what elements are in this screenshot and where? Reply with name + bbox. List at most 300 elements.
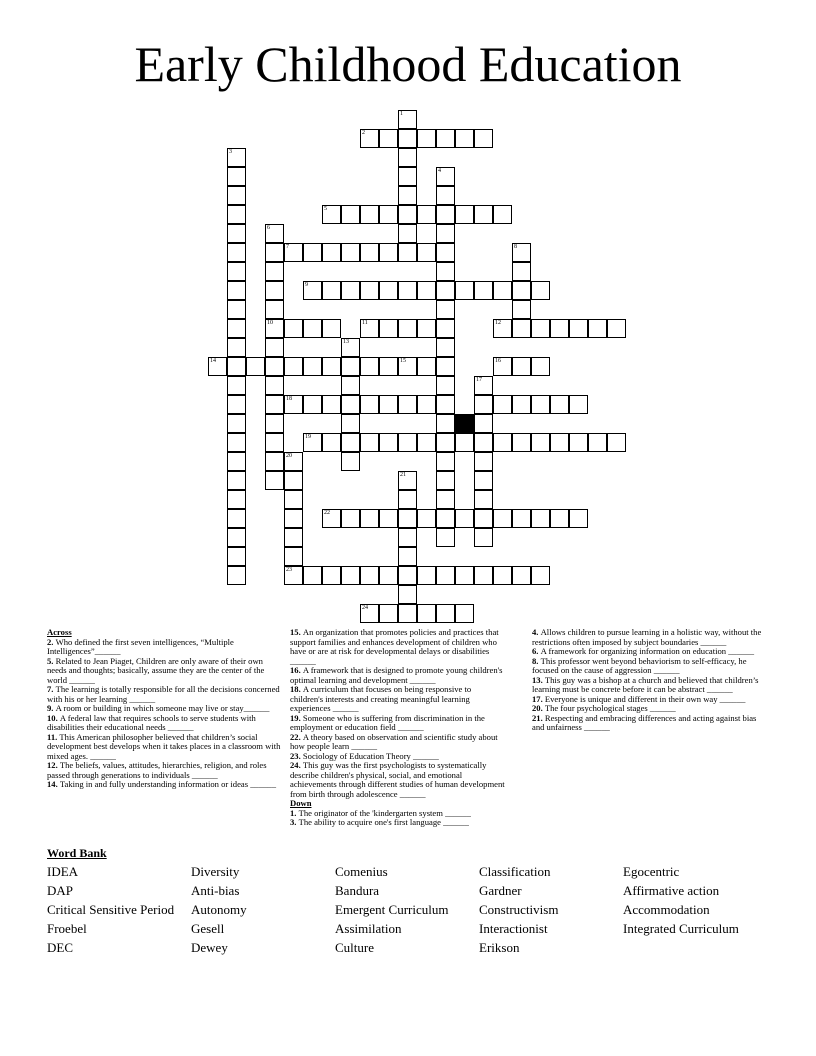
clue-number: 14 bbox=[210, 358, 216, 364]
grid-cell[interactable] bbox=[284, 452, 303, 471]
word-bank-item: Constructivism bbox=[479, 902, 559, 917]
clue-number: 22. bbox=[290, 731, 303, 742]
grid-cell[interactable] bbox=[379, 281, 398, 300]
grid-cell[interactable] bbox=[360, 604, 379, 623]
grid-cell[interactable] bbox=[265, 262, 284, 281]
grid-cell[interactable] bbox=[341, 281, 360, 300]
grid-cell[interactable] bbox=[512, 509, 531, 528]
grid-cell[interactable] bbox=[474, 414, 493, 433]
grid-cell[interactable] bbox=[341, 338, 360, 357]
grid-cell[interactable] bbox=[455, 509, 474, 528]
grid-cell[interactable] bbox=[398, 224, 417, 243]
clue-number: 4. bbox=[532, 627, 541, 637]
word-bank-item: Critical Sensitive Period bbox=[47, 902, 175, 917]
grid-cell[interactable] bbox=[265, 319, 284, 338]
grid-cell[interactable] bbox=[398, 319, 417, 338]
grid-cell[interactable] bbox=[322, 395, 341, 414]
grid-cell[interactable] bbox=[227, 262, 246, 281]
grid-cell[interactable] bbox=[474, 528, 493, 547]
grid-cell[interactable] bbox=[360, 243, 379, 262]
grid-cell[interactable] bbox=[493, 566, 512, 585]
clue bbox=[290, 818, 505, 828]
grid-cell[interactable] bbox=[341, 376, 360, 395]
grid-cell[interactable] bbox=[398, 357, 417, 376]
grid-cell[interactable] bbox=[436, 490, 455, 509]
grid-cell[interactable] bbox=[303, 319, 322, 338]
grid-cell[interactable] bbox=[227, 205, 246, 224]
grid-cell[interactable] bbox=[436, 243, 455, 262]
clue-number: 15 bbox=[400, 358, 406, 364]
grid-cell[interactable] bbox=[208, 357, 227, 376]
grid-cell[interactable] bbox=[417, 566, 436, 585]
clue-number: 13 bbox=[343, 339, 349, 345]
grid-cell[interactable] bbox=[493, 205, 512, 224]
clue-text: Allows children to pursue learning in a holistic way, without the restrictions often imposed by subject boundaries ______ bbox=[532, 627, 762, 647]
grid-cell[interactable] bbox=[493, 319, 512, 338]
grid-cell[interactable] bbox=[436, 509, 455, 528]
grid-cell[interactable] bbox=[550, 319, 569, 338]
clues-column-1 bbox=[47, 628, 282, 790]
grid-cell[interactable] bbox=[360, 319, 379, 338]
grid-cell[interactable] bbox=[341, 433, 360, 452]
clue-number: 22 bbox=[324, 510, 330, 516]
grid-cell[interactable] bbox=[227, 376, 246, 395]
clue-number: 20. bbox=[532, 703, 545, 713]
grid-cell[interactable] bbox=[379, 395, 398, 414]
grid-cell[interactable] bbox=[379, 433, 398, 452]
grid-cell[interactable] bbox=[284, 490, 303, 509]
clue bbox=[290, 628, 505, 666]
grid-cell[interactable] bbox=[341, 357, 360, 376]
clue-number: 6. bbox=[532, 646, 541, 656]
grid-cell[interactable] bbox=[531, 509, 550, 528]
grid-cell[interactable] bbox=[474, 129, 493, 148]
grid-cell[interactable] bbox=[284, 357, 303, 376]
clue bbox=[290, 714, 505, 733]
grid-cell[interactable] bbox=[474, 490, 493, 509]
clue-number: 10. bbox=[47, 712, 60, 723]
grid-cell[interactable] bbox=[398, 186, 417, 205]
grid-cell[interactable] bbox=[512, 319, 531, 338]
grid-cell[interactable] bbox=[303, 281, 322, 300]
clue bbox=[290, 761, 505, 799]
grid-cell[interactable] bbox=[265, 376, 284, 395]
word-bank-item: Integrated Curriculum bbox=[623, 921, 739, 936]
clue-text: The learning is totally responsible for all the decisions concerned with his or her learning ______ bbox=[47, 684, 280, 704]
grid-cell[interactable] bbox=[474, 205, 493, 224]
grid-cell[interactable] bbox=[341, 414, 360, 433]
clue bbox=[47, 685, 282, 704]
grid-cell[interactable] bbox=[455, 566, 474, 585]
clue-number: 17 bbox=[476, 377, 482, 383]
grid-cell[interactable] bbox=[227, 414, 246, 433]
clue-number: 11 bbox=[362, 320, 368, 326]
clue-number: 16. bbox=[290, 665, 303, 675]
word-bank-item: Interactionist bbox=[479, 921, 548, 936]
grid-cell[interactable] bbox=[436, 224, 455, 243]
grid-cell[interactable] bbox=[265, 452, 284, 471]
grid-cell[interactable] bbox=[303, 357, 322, 376]
grid-cell[interactable] bbox=[436, 186, 455, 205]
grid-cell[interactable] bbox=[246, 357, 265, 376]
grid-cell[interactable] bbox=[531, 433, 550, 452]
grid-cell[interactable] bbox=[284, 471, 303, 490]
clue bbox=[290, 666, 505, 685]
grid-cell[interactable] bbox=[265, 433, 284, 452]
grid-cell[interactable] bbox=[360, 281, 379, 300]
grid-cell[interactable] bbox=[227, 452, 246, 471]
grid-cell[interactable] bbox=[531, 281, 550, 300]
word-bank-item: Anti-bias bbox=[191, 883, 240, 898]
grid-cell[interactable] bbox=[417, 433, 436, 452]
grid-cell[interactable] bbox=[512, 281, 531, 300]
grid-cell[interactable] bbox=[417, 205, 436, 224]
clue-number: 7 bbox=[286, 244, 289, 250]
grid-cell[interactable] bbox=[607, 433, 626, 452]
grid-cell[interactable] bbox=[455, 205, 474, 224]
clue-text: A room or building in which someone may live or stay______ bbox=[55, 703, 270, 713]
grid-cell[interactable] bbox=[227, 338, 246, 357]
grid-cell[interactable] bbox=[569, 509, 588, 528]
clue-text: Taking in and fully understanding information or ideas ______ bbox=[59, 779, 277, 789]
grid-cell[interactable] bbox=[379, 509, 398, 528]
grid-cell[interactable] bbox=[379, 357, 398, 376]
grid-cell[interactable] bbox=[322, 509, 341, 528]
grid-cell[interactable] bbox=[550, 433, 569, 452]
grid-cell[interactable] bbox=[398, 585, 417, 604]
grid-cell[interactable] bbox=[227, 243, 246, 262]
grid-cell[interactable] bbox=[227, 433, 246, 452]
grid-cell[interactable] bbox=[493, 281, 512, 300]
grid-cell[interactable] bbox=[493, 395, 512, 414]
clue-number: 12. bbox=[47, 760, 60, 770]
word-bank-item: Emergent Curriculum bbox=[335, 902, 449, 917]
grid-cell[interactable] bbox=[360, 395, 379, 414]
word-bank-item: Accommodation bbox=[623, 902, 710, 917]
grid-cell[interactable] bbox=[265, 414, 284, 433]
clue-number: 8 bbox=[514, 244, 517, 250]
clue-text: A framework for organizing information on education ______ bbox=[540, 646, 755, 656]
clue-text: A curriculum that focuses on being responsive to children's interests and creating meaningful learning experiences ______ bbox=[290, 684, 472, 713]
grid-cell[interactable] bbox=[417, 509, 436, 528]
grid-cell[interactable] bbox=[436, 281, 455, 300]
grid-cell[interactable] bbox=[436, 471, 455, 490]
clue-number: 21. bbox=[532, 712, 545, 723]
clue-number: 13. bbox=[532, 674, 545, 685]
grid-cell[interactable] bbox=[436, 129, 455, 148]
clue-number: 1 bbox=[400, 111, 403, 117]
grid-cell[interactable] bbox=[284, 528, 303, 547]
clue-number: 20 bbox=[286, 453, 292, 459]
grid-cell[interactable] bbox=[436, 300, 455, 319]
clue-number: 16 bbox=[495, 358, 501, 364]
clue-number: 18. bbox=[290, 684, 303, 694]
grid-cell[interactable] bbox=[227, 547, 246, 566]
clue-number: 9 bbox=[305, 282, 308, 288]
grid-cell[interactable] bbox=[550, 395, 569, 414]
clue bbox=[47, 780, 282, 790]
clue-number: 2. bbox=[47, 636, 56, 647]
grid-cell[interactable] bbox=[265, 281, 284, 300]
grid-cell[interactable] bbox=[322, 281, 341, 300]
grid-cell[interactable] bbox=[360, 129, 379, 148]
clue-number: 24. bbox=[290, 760, 303, 770]
clue-number: 9. bbox=[47, 703, 56, 713]
clue-number: 17. bbox=[532, 693, 545, 704]
grid-cell[interactable] bbox=[417, 604, 436, 623]
clue bbox=[47, 761, 282, 780]
grid-cell[interactable] bbox=[417, 281, 436, 300]
grid-cell[interactable] bbox=[455, 433, 474, 452]
clue-text: A framework that is designed to promote young children's optimal learning and development ______ bbox=[290, 665, 503, 685]
grid-cell[interactable] bbox=[398, 167, 417, 186]
grid-cell[interactable] bbox=[360, 566, 379, 585]
grid-cell[interactable] bbox=[227, 281, 246, 300]
grid-cell[interactable] bbox=[550, 509, 569, 528]
grid-cell[interactable] bbox=[398, 528, 417, 547]
clue-text: A theory based on observation and scientific study about how people learn ______ bbox=[290, 731, 498, 751]
grid-cell[interactable] bbox=[436, 338, 455, 357]
grid-cell[interactable] bbox=[512, 395, 531, 414]
grid-cell[interactable] bbox=[227, 509, 246, 528]
clue-text: The four psychological stages ______ bbox=[544, 703, 676, 713]
down-clue-list-continued bbox=[532, 628, 768, 733]
grid-cell[interactable] bbox=[417, 129, 436, 148]
clue bbox=[47, 638, 282, 657]
clue-text: Related to Jean Piaget, Children are only aware of their own needs and thoughts; basically, assume they are the center of the world ______ bbox=[47, 655, 265, 685]
grid-cell[interactable] bbox=[341, 395, 360, 414]
grid-cell[interactable] bbox=[322, 243, 341, 262]
grid-cell[interactable] bbox=[436, 433, 455, 452]
grid-cell[interactable] bbox=[303, 433, 322, 452]
grid-cell[interactable] bbox=[436, 566, 455, 585]
grid-cell[interactable] bbox=[284, 319, 303, 338]
grid-cell[interactable] bbox=[436, 319, 455, 338]
grid-cell[interactable] bbox=[531, 566, 550, 585]
word-bank-item: Gardner bbox=[479, 883, 522, 898]
word-bank-item: Autonomy bbox=[191, 902, 247, 917]
clue-text: This professor went beyond behaviorism to self-efficacy, he focused on the cause of aggression ______ bbox=[532, 655, 747, 675]
grid-cell[interactable] bbox=[474, 566, 493, 585]
word-bank-title: Word Bank bbox=[47, 846, 107, 860]
grid-cell[interactable] bbox=[436, 528, 455, 547]
grid-cell[interactable] bbox=[436, 376, 455, 395]
grid-cell[interactable] bbox=[265, 300, 284, 319]
grid-cell[interactable] bbox=[322, 433, 341, 452]
grid-cell[interactable] bbox=[474, 281, 493, 300]
grid-cell[interactable] bbox=[398, 471, 417, 490]
grid-cell[interactable] bbox=[436, 262, 455, 281]
grid-cell[interactable] bbox=[341, 243, 360, 262]
grid-cell[interactable] bbox=[398, 509, 417, 528]
grid-cell[interactable] bbox=[360, 357, 379, 376]
grid-cell[interactable] bbox=[436, 604, 455, 623]
clue-number: 8. bbox=[532, 655, 541, 666]
grid-cell[interactable] bbox=[417, 243, 436, 262]
grid-cell[interactable] bbox=[379, 319, 398, 338]
grid-cell[interactable] bbox=[474, 509, 493, 528]
grid-cell[interactable] bbox=[474, 376, 493, 395]
grid-cell[interactable] bbox=[265, 471, 284, 490]
grid-cell[interactable] bbox=[265, 243, 284, 262]
grid-cell[interactable] bbox=[265, 395, 284, 414]
grid-cell[interactable] bbox=[322, 566, 341, 585]
grid-cell[interactable] bbox=[227, 490, 246, 509]
grid-cell[interactable] bbox=[227, 319, 246, 338]
grid-cell[interactable] bbox=[398, 281, 417, 300]
grid-cell[interactable] bbox=[398, 243, 417, 262]
word-bank-item: Diversity bbox=[191, 864, 240, 879]
grid-cell[interactable] bbox=[474, 433, 493, 452]
grid-cell[interactable] bbox=[379, 129, 398, 148]
clue-number: 19 bbox=[305, 434, 311, 440]
clue-number: 5 bbox=[324, 206, 327, 212]
grid-cell[interactable] bbox=[322, 205, 341, 224]
grid-cell[interactable] bbox=[398, 129, 417, 148]
grid-cell[interactable] bbox=[379, 243, 398, 262]
grid-cell[interactable] bbox=[436, 452, 455, 471]
grid-cell[interactable] bbox=[398, 148, 417, 167]
grid-cell[interactable] bbox=[379, 566, 398, 585]
word-bank-item: IDEA bbox=[47, 864, 79, 879]
grid-cell[interactable] bbox=[512, 357, 531, 376]
grid-cell[interactable] bbox=[398, 110, 417, 129]
grid-cell[interactable] bbox=[493, 433, 512, 452]
grid-cell[interactable] bbox=[227, 300, 246, 319]
grid-cell[interactable] bbox=[227, 357, 246, 376]
grid-cell[interactable] bbox=[227, 566, 246, 585]
word-bank-item: Affirmative action bbox=[623, 883, 720, 898]
word-bank-item: Assimilation bbox=[335, 921, 402, 936]
grid-cell[interactable] bbox=[588, 433, 607, 452]
clue-text: An organization that promotes policies and practices that support families and enhances development of children who have or are at risk for developmental delays or disabilities ______ bbox=[290, 627, 499, 666]
clue bbox=[47, 714, 282, 733]
clue-number: 7. bbox=[47, 684, 56, 694]
grid-cell[interactable] bbox=[455, 281, 474, 300]
grid-cell[interactable] bbox=[284, 395, 303, 414]
grid-cell[interactable] bbox=[322, 357, 341, 376]
grid-cell[interactable] bbox=[474, 471, 493, 490]
grid-cell[interactable] bbox=[398, 205, 417, 224]
grid-cell[interactable] bbox=[398, 566, 417, 585]
black-cell bbox=[455, 414, 474, 433]
grid-cell[interactable] bbox=[303, 243, 322, 262]
word-bank bbox=[47, 862, 777, 957]
grid-cell[interactable] bbox=[341, 205, 360, 224]
grid-cell[interactable] bbox=[531, 357, 550, 376]
grid-cell[interactable] bbox=[588, 319, 607, 338]
grid-cell[interactable] bbox=[341, 452, 360, 471]
clue bbox=[532, 676, 768, 695]
grid-cell[interactable] bbox=[531, 395, 550, 414]
grid-cell[interactable] bbox=[303, 395, 322, 414]
grid-cell[interactable] bbox=[512, 566, 531, 585]
grid-cell[interactable] bbox=[360, 509, 379, 528]
grid-cell[interactable] bbox=[493, 509, 512, 528]
grid-cell[interactable] bbox=[607, 319, 626, 338]
grid-cell[interactable] bbox=[227, 395, 246, 414]
grid-cell[interactable] bbox=[569, 395, 588, 414]
clue-text: A federal law that requires schools to serve students with disabilities their educational needs ______ bbox=[47, 712, 256, 732]
clue bbox=[532, 628, 768, 647]
grid-cell[interactable] bbox=[512, 300, 531, 319]
clue-number: 10 bbox=[267, 320, 273, 326]
grid-cell[interactable] bbox=[265, 224, 284, 243]
grid-cell[interactable] bbox=[455, 604, 474, 623]
grid-cell[interactable] bbox=[474, 395, 493, 414]
grid-cell[interactable] bbox=[398, 547, 417, 566]
grid-cell[interactable] bbox=[436, 357, 455, 376]
grid-cell[interactable] bbox=[360, 205, 379, 224]
clue-number: 5. bbox=[47, 655, 56, 666]
grid-cell[interactable] bbox=[227, 148, 246, 167]
grid-cell[interactable] bbox=[303, 566, 322, 585]
grid-cell[interactable] bbox=[379, 205, 398, 224]
clue-number: 19. bbox=[290, 712, 303, 723]
grid-cell[interactable] bbox=[284, 509, 303, 528]
grid-cell[interactable] bbox=[341, 509, 360, 528]
clue-text: The beliefs, values, attitudes, hierarchies, religion, and roles passed through generations to individuals ______ bbox=[47, 760, 267, 780]
grid-cell[interactable] bbox=[512, 262, 531, 281]
grid-cell[interactable] bbox=[341, 566, 360, 585]
clue-number: 14. bbox=[47, 779, 60, 789]
grid-cell[interactable] bbox=[398, 395, 417, 414]
clue bbox=[532, 657, 768, 676]
grid-cell[interactable] bbox=[227, 186, 246, 205]
grid-cell[interactable] bbox=[227, 471, 246, 490]
grid-cell[interactable] bbox=[227, 528, 246, 547]
grid-cell[interactable] bbox=[379, 604, 398, 623]
grid-cell[interactable] bbox=[265, 338, 284, 357]
grid-cell[interactable] bbox=[398, 604, 417, 623]
clue-text: Sociology of Education Theory ______ bbox=[302, 750, 439, 761]
grid-cell[interactable] bbox=[322, 319, 341, 338]
clue-number: 3. bbox=[290, 817, 299, 827]
grid-cell[interactable] bbox=[436, 414, 455, 433]
grid-cell[interactable] bbox=[436, 167, 455, 186]
grid-cell[interactable] bbox=[436, 395, 455, 414]
grid-cell[interactable] bbox=[417, 357, 436, 376]
grid-cell[interactable] bbox=[398, 490, 417, 509]
grid-cell[interactable] bbox=[360, 433, 379, 452]
word-bank-item: Bandura bbox=[335, 883, 380, 898]
clues-column-3 bbox=[532, 628, 768, 733]
grid-cell[interactable] bbox=[227, 167, 246, 186]
clue bbox=[290, 685, 505, 714]
grid-cell[interactable] bbox=[417, 395, 436, 414]
grid-cell[interactable] bbox=[569, 433, 588, 452]
clue bbox=[290, 733, 505, 752]
grid-cell[interactable] bbox=[493, 357, 512, 376]
grid-cell[interactable] bbox=[284, 243, 303, 262]
grid-cell[interactable] bbox=[227, 224, 246, 243]
grid-cell[interactable] bbox=[417, 319, 436, 338]
grid-cell[interactable] bbox=[284, 566, 303, 585]
across-clue-list-continued bbox=[290, 628, 505, 799]
grid-cell[interactable] bbox=[284, 547, 303, 566]
grid-cell[interactable] bbox=[512, 243, 531, 262]
grid-cell[interactable] bbox=[474, 452, 493, 471]
grid-cell[interactable] bbox=[569, 319, 588, 338]
grid-cell[interactable] bbox=[265, 357, 284, 376]
grid-cell[interactable] bbox=[512, 433, 531, 452]
grid-cell[interactable] bbox=[455, 129, 474, 148]
clue-number: 11. bbox=[47, 731, 60, 742]
grid-cell[interactable] bbox=[436, 205, 455, 224]
grid-cell[interactable] bbox=[531, 319, 550, 338]
grid-cell[interactable] bbox=[398, 433, 417, 452]
clue-text: Respecting and embracing differences and acting against bias and unfairness ______ bbox=[532, 712, 757, 732]
